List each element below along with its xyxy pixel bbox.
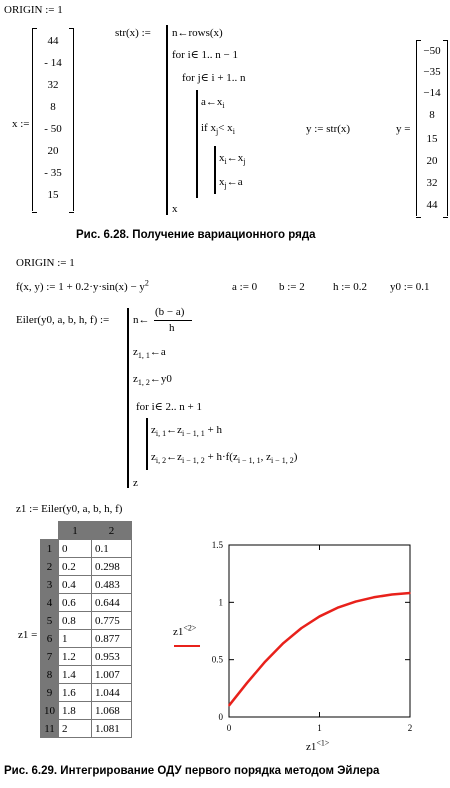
table-cell: 0.775 xyxy=(92,612,132,630)
column-header: 1 xyxy=(59,522,92,540)
x-label: x := xyxy=(12,118,30,130)
prog-line: for i∈ 2.. n + 1 xyxy=(136,401,202,413)
prog-line: for j∈ i + 1.. n xyxy=(182,72,246,84)
data-point xyxy=(264,661,266,663)
row-index: 1 xyxy=(41,540,59,558)
y-value: 44 xyxy=(426,199,438,211)
row-index: 4 xyxy=(41,594,59,612)
fraction-numerator: (b − a) xyxy=(155,306,185,318)
x-value: 15 xyxy=(47,189,59,201)
y-value: 20 xyxy=(426,155,438,167)
x-value: - 50 xyxy=(44,123,62,135)
row-index: 7 xyxy=(41,648,59,666)
x-value: - 14 xyxy=(44,57,62,69)
data-point xyxy=(301,627,303,629)
data-point xyxy=(283,642,285,644)
column-header: 2 xyxy=(92,522,132,540)
row-index: 9 xyxy=(41,684,59,702)
data-point xyxy=(228,705,230,707)
data-point xyxy=(319,616,321,618)
y-value: 15 xyxy=(426,133,438,145)
prog-line: n←rows(x) xyxy=(172,27,223,39)
z1-def: z1 := Eiler(y0, a, b, h, f) xyxy=(16,503,123,515)
table-cell: 1.8 xyxy=(59,702,92,720)
y-value: 32 xyxy=(426,177,438,189)
param-b: b := 2 xyxy=(279,281,305,293)
data-point xyxy=(355,601,357,603)
figure-caption: Рис. 6.28. Получение вариационного ряда xyxy=(76,229,316,241)
origin-statement-2: ORIGIN := 1 xyxy=(16,257,75,269)
x-value: 32 xyxy=(47,79,59,91)
table-cell: 0.1 xyxy=(92,540,132,558)
table-cell: 1.2 xyxy=(59,648,92,666)
y-axis-label: $z1^{<2>}$ xyxy=(173,623,197,638)
y-tick-label: 1 xyxy=(218,597,223,608)
x-value: 44 xyxy=(47,35,59,47)
row-index: 5 xyxy=(41,612,59,630)
y-tick-label: 0 xyxy=(218,712,223,722)
x-tick-label: 2 xyxy=(407,723,413,733)
row-index: 11 xyxy=(41,720,59,738)
prog-line: x xyxy=(172,203,178,215)
prog-line: $x_i\leftarrow x_j$ xyxy=(219,152,246,167)
prog-line: $x_j\leftarrow a$ xyxy=(219,176,243,191)
table-cell: 0.8 xyxy=(59,612,92,630)
row-index: 6 xyxy=(41,630,59,648)
table-cell: 0.953 xyxy=(92,648,132,666)
prog-line: $z_{i, 1}\leftarrow z_{i - 1, 1} + h$ xyxy=(151,424,222,439)
y-value: −35 xyxy=(423,66,441,78)
row-index: 10 xyxy=(41,702,59,720)
legend-line xyxy=(174,645,200,647)
x-tick-label: 1 xyxy=(317,723,322,733)
x-value: - 35 xyxy=(44,167,62,179)
row-index: 3 xyxy=(41,576,59,594)
row-index: 8 xyxy=(41,666,59,684)
table-cell: 0.6 xyxy=(59,594,92,612)
table-cell: 1.068 xyxy=(92,702,132,720)
table-cell: 0.877 xyxy=(92,630,132,648)
param-h: h := 0.2 xyxy=(333,281,368,293)
z1-label: z1 = xyxy=(18,629,38,641)
prog-line: n← xyxy=(133,314,150,326)
series-line xyxy=(229,593,410,705)
table-cell: 1.4 xyxy=(59,666,92,684)
table-cell: 1.6 xyxy=(59,684,92,702)
prog-line: $z_{1, 2}\leftarrow y0$ xyxy=(133,373,172,388)
prog-line: z xyxy=(133,477,138,489)
data-point xyxy=(337,607,339,609)
y-tick-label: 1.5 xyxy=(211,540,223,550)
y-label: y = xyxy=(396,123,411,135)
x-value: 8 xyxy=(50,101,56,113)
table-cell: 1 xyxy=(59,630,92,648)
x-tick-label: 0 xyxy=(226,723,232,733)
table-cell: 0.4 xyxy=(59,576,92,594)
table-cell: 1.081 xyxy=(92,720,132,738)
y-def: y := str(x) xyxy=(306,123,351,135)
data-point xyxy=(409,592,411,594)
table-cell: 2 xyxy=(59,720,92,738)
param-y0: y0 := 0.1 xyxy=(390,281,430,293)
eiler-function-def: Eiler(y0, a, b, h, f) := xyxy=(16,314,110,326)
data-point xyxy=(373,596,375,598)
table-cell: 1.044 xyxy=(92,684,132,702)
origin-statement-1: ORIGIN := 1 xyxy=(4,4,63,16)
prog-line: $a\leftarrow x_i$ xyxy=(201,96,225,111)
table-cell: 0.2 xyxy=(59,558,92,576)
prog-line: for i∈ 1.. n − 1 xyxy=(172,49,238,61)
table-cell: 0 xyxy=(59,540,92,558)
plot-frame xyxy=(229,545,410,717)
str-function-def: str(x) := xyxy=(115,27,151,39)
prog-line: $z_{i, 2}\leftarrow z_{i - 1, 2} + h\cdot f(z_{i - 1, 1}$, $z_{i - 1, 2}$) xyxy=(151,451,298,466)
f-function-def: f(x, y) := $1 + 0.2\cdot y\cdot\sin(x) - y^2$ xyxy=(16,278,149,293)
row-index: 2 xyxy=(41,558,59,576)
prog-line: if $x_j< x_i$ xyxy=(201,122,235,137)
data-point xyxy=(391,594,393,596)
fraction-denominator: h xyxy=(169,322,175,334)
param-a: a := 0 xyxy=(232,281,258,293)
y-tick-label: 0.5 xyxy=(211,654,223,665)
x-value: 20 xyxy=(47,145,59,157)
table-cell: 0.483 xyxy=(92,576,132,594)
y-value: −14 xyxy=(423,87,441,99)
table-cell: 0.644 xyxy=(92,594,132,612)
prog-line: $z_{1, 1}\leftarrow a$ xyxy=(133,346,166,361)
y-value: 8 xyxy=(429,109,435,121)
data-point xyxy=(246,682,248,684)
figure-caption: Рис. 6.29. Интегрирование ОДУ первого порядка методом Эйлера xyxy=(4,765,380,777)
x-axis-label: $z1^{<1>}$ xyxy=(306,738,330,753)
table-cell: 0.298 xyxy=(92,558,132,576)
table-cell: 1.007 xyxy=(92,666,132,684)
y-value: −50 xyxy=(423,45,441,57)
